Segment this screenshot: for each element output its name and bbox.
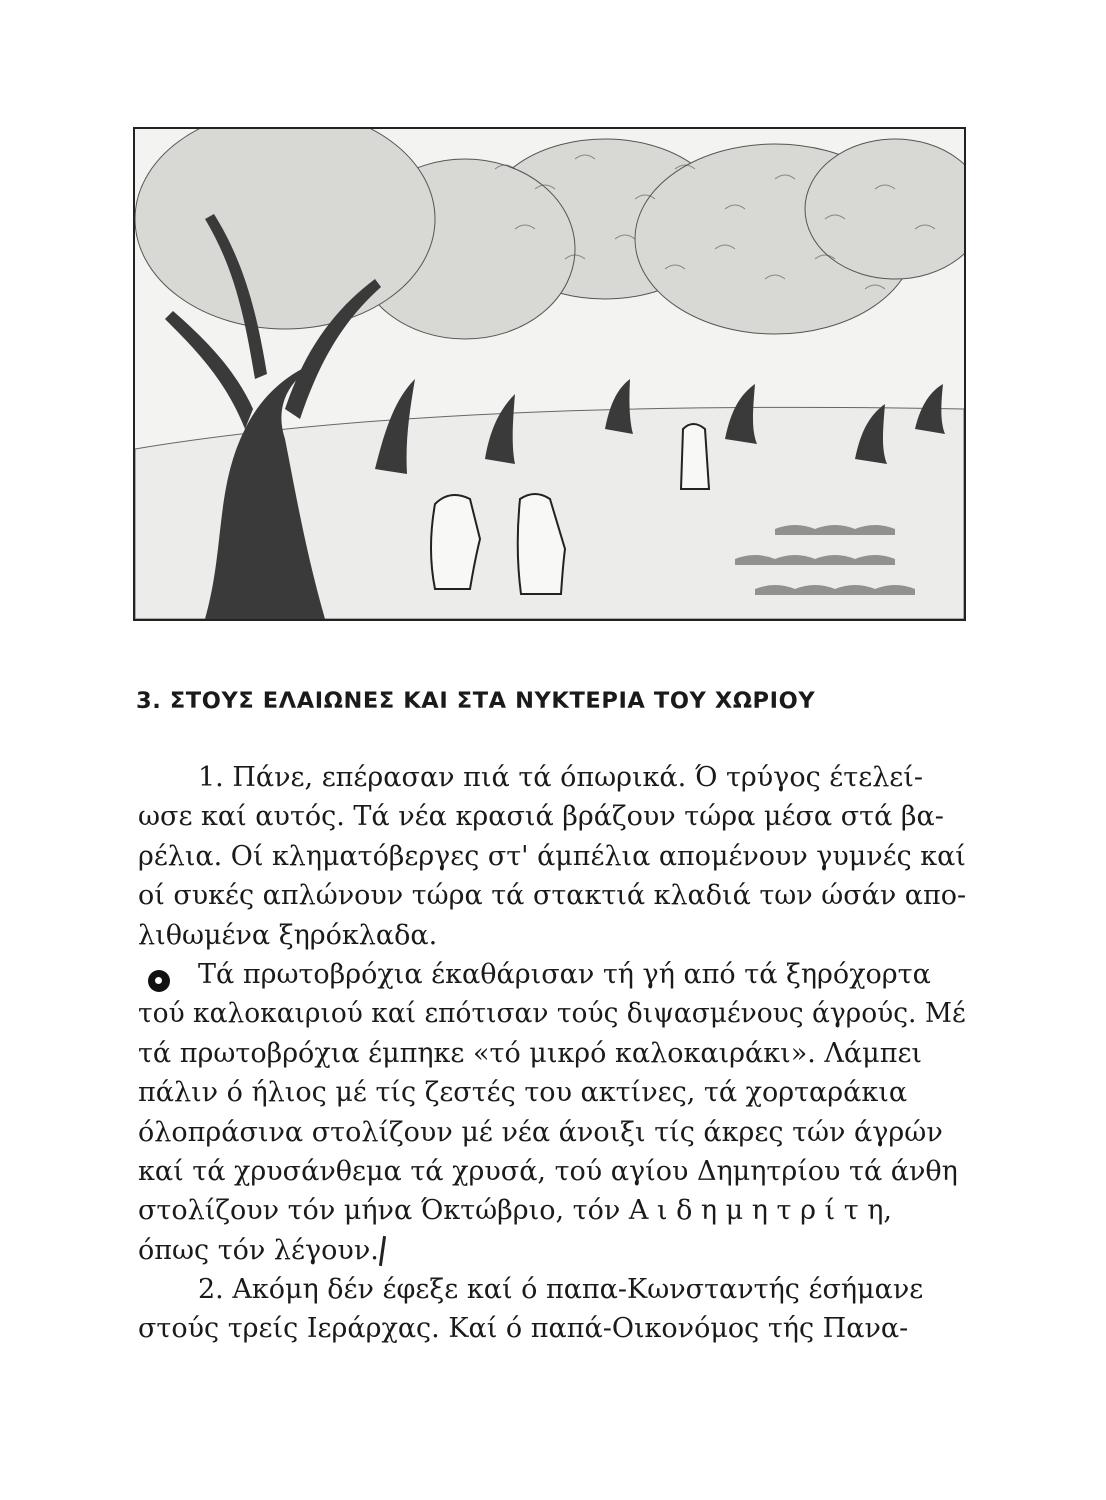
text-line: ρέλια. Οί κληματόβεργες στ' άμπέλια απομένουν γυμνές καί — [138, 840, 966, 872]
text-line: καί τά χρυσάνθεμα τά χρυσά, τού αγίου Δημητρίου τά άνθη — [138, 1155, 958, 1187]
olive-grove-illustration — [133, 127, 966, 621]
text-line: στούς τρείς Ιεράρχας. Καί ό παπά-Οικονόμος τής Πανα- — [138, 1313, 909, 1345]
text-line: ωσε καί αυτός. Τά νέα κρασιά βράζουν τώρα μέσα στά βα- — [138, 801, 944, 833]
text-line: όλοπράσινα στολίζουν μέ νέα άνοιξι τίς άκρες τών άγρών — [138, 1116, 943, 1148]
text-line: τού καλοκαιριού καί επότισαν τούς διψασμένους άγρούς. Μέ — [138, 998, 966, 1030]
body-text — [138, 758, 966, 1349]
text-line: λιθωμένα ξηρόκλαδα. — [138, 919, 438, 951]
text-line: 2. Ακόμη δέν έφεξε καί ό παπα-Κωνσταντής έσήμανε — [198, 1274, 924, 1306]
text-line: τά πρωτοβρόχια έμπηκε «τό μικρό καλοκαιράκι». Λάμπει — [138, 1037, 923, 1069]
text-line: Τά πρωτοβρόχια έκαθάρισαν τή γή από τά ξηρόχορτα — [198, 958, 931, 990]
chapter-title: 3. ΣΤΟΥΣ ΕΛΑΙΩΝΕΣ ΚΑΙ ΣΤΑ ΝΥΚΤΕΡΙΑ ΤΟΥ ΧΩΡΙΟΥ — [136, 688, 816, 714]
text-line: 1. Πάνε, επέρασαν πιά τά όπωρικά. Ό τρύγος έτελεί- — [198, 762, 924, 793]
text-line: πάλιν ό ήλιος μέ τίς ζεστές του ακτίνες, τά χορταράκια — [138, 1077, 908, 1109]
text-line: στολίζουν τόν μήνα Όκτώβριο, τόν Α ι δ η μ η τ ρ ί τ η, — [138, 1195, 892, 1227]
text-line: όπως τόν λέγουν. — [138, 1234, 379, 1266]
text-line: οί συκές απλώνουν τώρα τά στακτιά κλαδιά των ώσάν απο- — [138, 880, 967, 912]
